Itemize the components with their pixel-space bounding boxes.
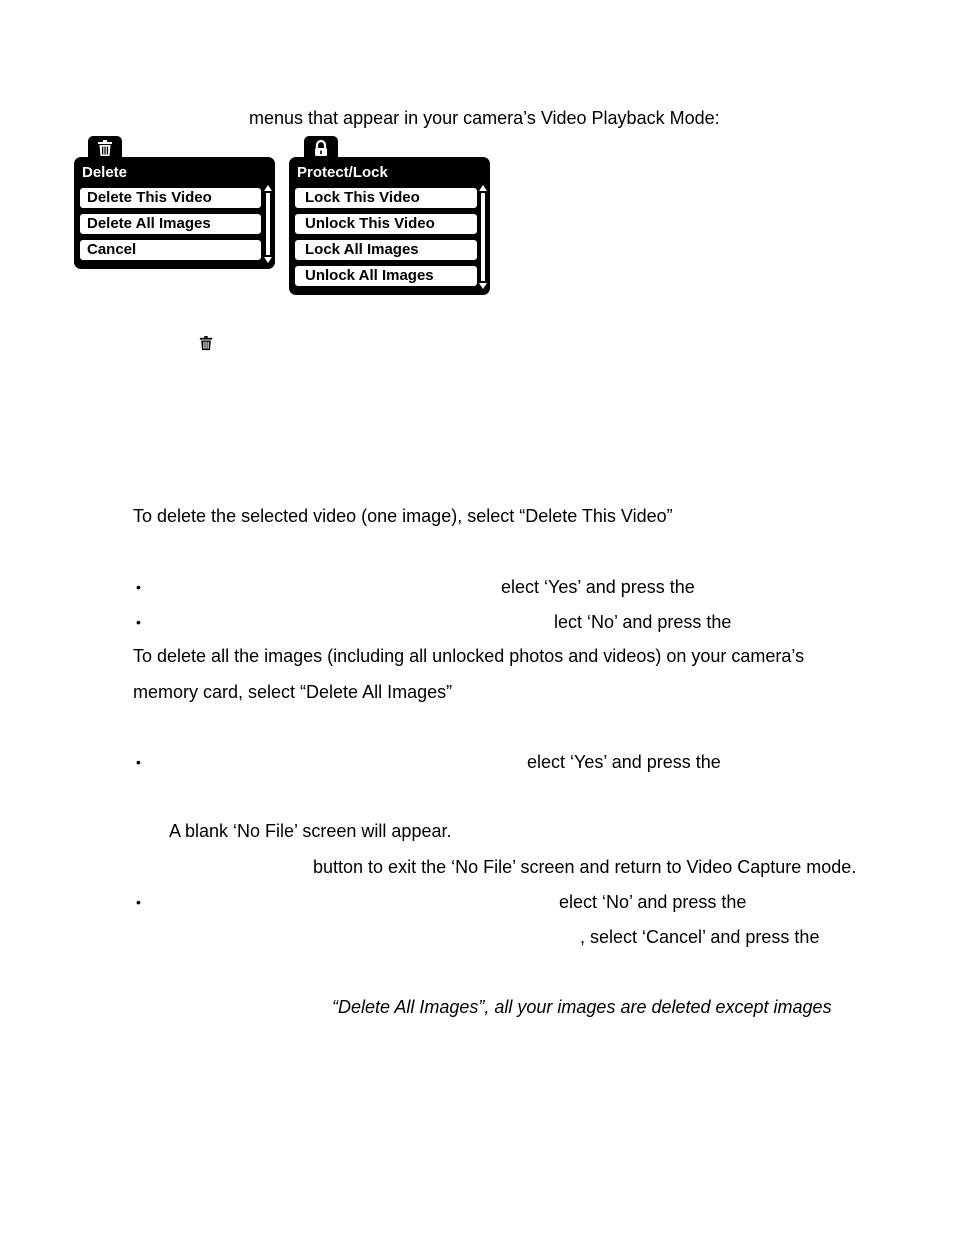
scroll-track	[266, 193, 270, 255]
bullet: •	[136, 894, 141, 910]
exit-no-file-note: button to exit the ‘No File’ screen and return to Video Capture mode.	[313, 857, 857, 877]
cancel-instruction: , select ‘Cancel’ and press the	[580, 927, 820, 947]
scroll-up-icon	[479, 185, 487, 191]
scroll-up-icon	[264, 185, 272, 191]
bullet: •	[136, 614, 141, 630]
bullet: •	[136, 754, 141, 770]
trash-icon	[199, 336, 213, 351]
menu-item-delete-this-video[interactable]: Delete This Video	[79, 187, 262, 209]
bullet-no-text: lect ‘No’ and press the	[554, 612, 732, 632]
delete-all-instruction-line1: To delete all the images (including all unlocked photos and videos) on your camera’s	[133, 646, 805, 666]
delete-all-instruction-line2: memory card, select “Delete All Images”	[133, 682, 453, 702]
delete-all-note: “Delete All Images”, all your images are deleted except images	[332, 997, 832, 1017]
bullet-no-text: elect ‘No’ and press the	[559, 892, 747, 912]
scroll-down-icon	[264, 257, 272, 263]
menu-item-lock-this-video[interactable]: Lock This Video	[294, 187, 478, 209]
menu-item-delete-all-images[interactable]: Delete All Images	[79, 213, 262, 235]
bullet-yes-text: elect ‘Yes’ and press the	[501, 577, 695, 597]
menu-item-lock-all-images[interactable]: Lock All Images	[294, 239, 478, 261]
blank-screen-note: A blank ‘No File’ screen will appear.	[169, 821, 452, 841]
delete-one-instruction: To delete the selected video (one image), select “Delete This Video”	[133, 506, 673, 526]
delete-menu-scrollbar[interactable]	[264, 185, 272, 265]
intro-text: menus that appear in your camera’s Video Playback Mode:	[249, 108, 720, 128]
protect-menu-title: Protect/Lock	[297, 164, 388, 181]
protect-menu-scrollbar[interactable]	[479, 185, 487, 291]
menu-item-cancel[interactable]: Cancel	[79, 239, 262, 261]
delete-menu-title: Delete	[82, 164, 128, 181]
scroll-down-icon	[479, 283, 487, 289]
trash-icon	[97, 140, 113, 157]
menu-item-unlock-all-images[interactable]: Unlock All Images	[294, 265, 478, 287]
scroll-track	[481, 193, 485, 281]
bullet: •	[136, 579, 141, 595]
lock-icon	[313, 140, 329, 157]
delete-menu	[74, 157, 275, 269]
protect-menu	[289, 157, 490, 295]
bullet-yes-text: elect ‘Yes’ and press the	[527, 752, 721, 772]
menu-item-unlock-this-video[interactable]: Unlock This Video	[294, 213, 478, 235]
